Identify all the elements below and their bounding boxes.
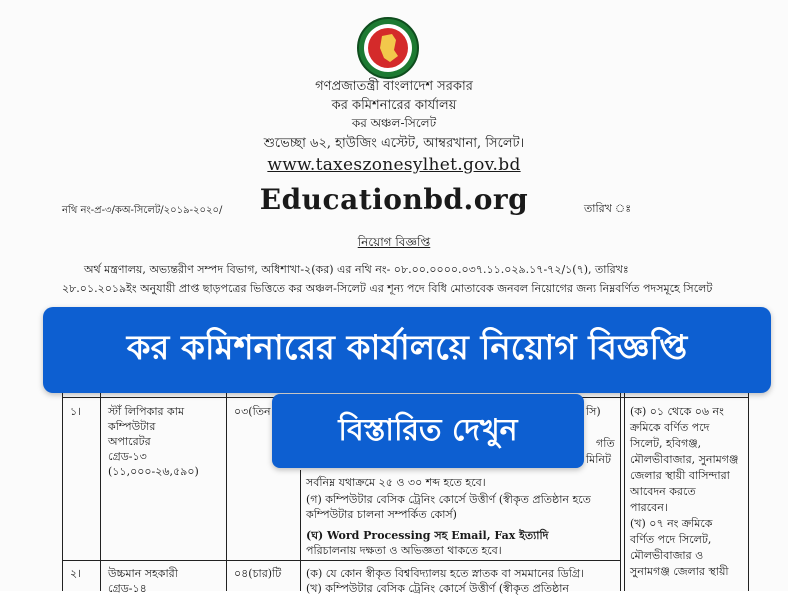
remark-line: সিলেট, হবিগঞ্জ,	[630, 437, 702, 450]
paragraph-line-2: ২৮.০১.২০১৯ইং অনুযায়ী প্রাপ্ত ছাড়পত্রের ভিত্তিতে কর অঞ্চল-সিলেট এর শূন্য পদে বিধি মোতাবেক জনবল নিয়োগের জন্য নিম্নবর্ণিত পদসমূহে সিলেট	[62, 282, 713, 295]
row-1-remarks	[630, 404, 746, 580]
row-1-qualifications	[306, 475, 618, 558]
qualification-line: (ঘ) Word Processing সহ Email, Fax ইত্যাদি	[306, 529, 549, 542]
post-line: উচ্চমান সহকারী	[108, 567, 178, 580]
table-border	[62, 560, 620, 561]
qualification-line: (খ) কম্পিউটার বেসিক ট্রেনিং কোর্সে উত্তীর্ণ (স্বীকৃত প্রতিষ্ঠান	[306, 582, 569, 595]
qualification-line: কম্পিউটার চালনা সম্পর্কিত কোর্স)	[306, 508, 457, 521]
banner-text: কর কমিশনারের কার্যালয়ে নিয়োগ বিজ্ঞপ্তি	[126, 327, 688, 368]
row-2-count: ০৪(চার)টি	[234, 567, 282, 580]
qualification-line: সর্বনিম্ন যথাক্রমে ২৫ ও ৩০ শব্দ হতে হবে।	[306, 476, 486, 489]
table-border	[620, 390, 621, 591]
row-2-post	[108, 566, 224, 596]
remark-line: মৌলভীবাজার ও	[630, 549, 704, 562]
zone-name: কর অঞ্চল-সিলেট	[351, 116, 437, 130]
row-1-qual-fragment: গতি	[596, 437, 615, 450]
table-border	[748, 390, 749, 591]
post-line: স্টাঁ লিপিকার কাম কম্পিউটার	[108, 405, 185, 433]
date-label: তারিখ ঃ	[584, 202, 632, 215]
remark-line: বর্ণিত পদে সিলেট,	[630, 533, 712, 546]
remark-line: সুনামগঞ্জ জেলার স্থায়ী	[630, 565, 729, 578]
table-border	[300, 470, 301, 591]
qualification-line: পরিচালনায় দক্ষতা ও অভিজ্ঞতা থাকতে হবে।	[306, 544, 502, 557]
qualification-line: (ক) যে কোন স্বীকৃত বিশ্ববিদ্যালয় হতে স্নাতক বা সমমানের ডিগ্রি।	[306, 567, 585, 580]
post-line: গ্রেড-১৩	[108, 450, 147, 463]
row-2-serial: ২।	[70, 567, 82, 580]
qualification-line: (গ) কম্পিউটার বেসিক ট্রেনিং কোর্সে উত্তীর্ণ (স্বীকৃত প্রতিষ্ঠান হতে	[306, 493, 591, 506]
paragraph-line-1: অর্থ মন্ত্রণালয়, অভ্যন্তরীণ সম্পদ বিভাগ, অধিশাখা-২(কর) এর নথি নং- ০৮.০০.০০০০.০৩৭.১১.০২৯.১৭-৭২/১(৭), তারিখঃ	[84, 263, 629, 276]
remark-line: আবেদন করতে	[630, 485, 696, 498]
post-line: গ্রেড-১৪	[108, 582, 147, 595]
row-1-count: ০৩(তিন	[234, 405, 271, 418]
row-1-post	[108, 404, 224, 479]
row-1-qual-fragment: সি)	[586, 405, 601, 418]
view-details-button[interactable]	[272, 394, 584, 468]
office-address: শুভেচ্ছা ৬২, হাউজিং এস্টেট, আম্বরখানা, সিলেট।	[263, 136, 525, 151]
government-name: গণপ্রজাতন্ত্রী বাংলাদেশ সরকার	[315, 79, 473, 94]
post-line: (১১,০০০-২৬,৫৯০)	[108, 465, 199, 478]
remark-line: জেলার স্থায়ী বাসিন্দারা	[630, 469, 730, 482]
post-line: অপারেটর	[108, 435, 151, 448]
view-details-label: বিস্তারিত দেখুন	[338, 412, 518, 448]
memo-number: নথি নং-প্র-৩/কঅ-সিলেট/২০১৯-২০২০/	[62, 205, 223, 216]
bangladesh-emblem-icon	[356, 16, 420, 80]
table-border	[624, 390, 625, 591]
row-1-serial: ১।	[70, 405, 82, 418]
row-2-qualifications	[306, 566, 618, 596]
remark-line: ক্রমিকে বর্ণিত পদে	[630, 421, 710, 434]
remark-line: মৌলভীবাজার, সুনামগঞ্জ	[630, 453, 739, 466]
remark-line: (ক) ০১ থেকে ০৬ নং	[630, 405, 724, 418]
remark-line: পারবেন।	[630, 501, 668, 514]
office-name: কর কমিশনারের কার্যালয়	[331, 98, 457, 113]
notice-title: নিয়োগ বিজ্ঞপ্তি	[357, 235, 431, 249]
website-link[interactable]: www.taxeszonesylhet.gov.bd	[267, 155, 521, 175]
watermark-text: Educationbd.org	[259, 183, 529, 216]
headline-banner	[43, 307, 771, 393]
row-1-qual-fragment: মিনিট	[586, 453, 611, 466]
remark-line: (খ) ০৭ নং ক্রমিকে	[630, 517, 713, 530]
